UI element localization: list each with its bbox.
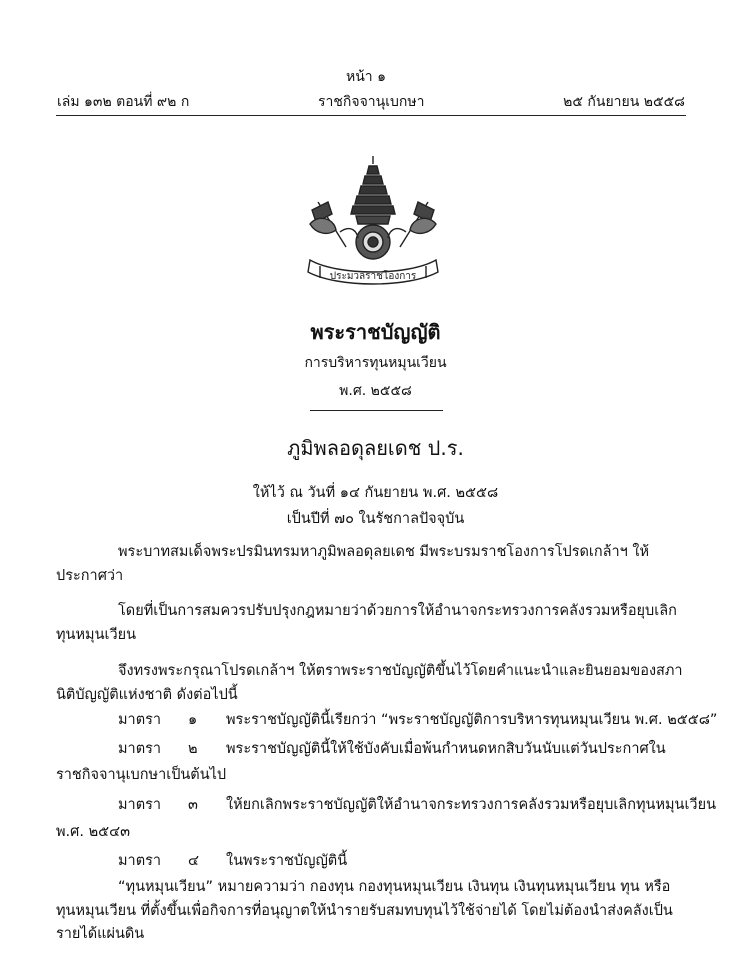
section-4 (118, 849, 347, 872)
gazette-name: ราชกิจจานุเบกษา (318, 94, 425, 110)
reign-year: เป็นปีที่ ๗๐ ในรัชกาลปัจจุบัน (286, 511, 465, 527)
section-number: ๔ (188, 853, 199, 869)
header-divider (56, 115, 686, 116)
section-label: มาตรา (118, 741, 162, 757)
section-text: พระราชบัญญัตินี้เรียกว่า “พระราชบัญญัติการบริหารทุนหมุนเวียน พ.ศ. ๒๕๕๘” (226, 712, 718, 728)
act-year: พ.ศ. ๒๕๕๘ (339, 383, 412, 399)
preamble-text: พระบาทสมเด็จพระปรมินทรมหาภูมิพลอดุลยเดช มีพระบรมราชโองการโปรดเกล้าฯ ให้ประกาศว่า (56, 544, 650, 584)
section-1 (118, 708, 717, 731)
section-number: ๓ (188, 797, 198, 813)
section-label: มาตรา (118, 853, 162, 869)
section-label: มาตรา (118, 797, 162, 813)
reason-text: โดยที่เป็นการสมควรปรับปรุงกฎหมายว่าด้วยการให้อำนาจกระทรวงการคลังรวมหรือยุบเลิกทุนหมุนเวียน (56, 603, 677, 643)
royal-seal-emblem-icon (298, 152, 448, 290)
reason-paragraph (56, 600, 686, 647)
gazette-volume: เล่ม ๑๓๒ ตอนที่ ๙๒ ก (57, 94, 190, 110)
section-3 (118, 793, 716, 816)
section-text: ในพระราชบัญญัตินี้ (226, 853, 348, 869)
section-3-continuation: พ.ศ. ๒๕๔๓ (56, 824, 131, 840)
act-subtitle: การบริหารทุนหมุนเวียน (304, 355, 447, 371)
section-2-continuation: ราชกิจจานุเบกษาเป็นต้นไป (56, 767, 227, 783)
emblem-ribbon-text: ประมวลราชโองการ (329, 271, 417, 282)
enactment-paragraph (56, 660, 686, 707)
king-name: ภูมิพลอดุลยเดช ป.ร. (287, 436, 464, 460)
section-text: พระราชบัญญัตินี้ให้ใช้บังคับเมื่อพ้นกำหนดหกสิบวันนับแต่วันประกาศใน (226, 741, 666, 757)
given-date: ให้ไว้ ณ วันที่ ๑๔ กันยายน พ.ศ. ๒๕๕๘ (252, 485, 499, 501)
preamble-paragraph (56, 541, 686, 588)
section-number: ๒ (188, 741, 198, 757)
page-number: หน้า ๑ (346, 69, 386, 85)
section-number: ๑ (188, 712, 198, 728)
section-label: มาตรา (118, 712, 162, 728)
enactment-text: จึงทรงพระกรุณาโปรดเกล้าฯ ให้ตราพระราชบัญญัติขึ้นไว้โดยคำแนะนำและยินยอมของสภานิติบัญญัติแห่งชาติ ดังต่อไปนี้ (56, 663, 683, 703)
title-divider (310, 410, 443, 411)
definition-text: “ทุนหมุนเวียน” หมายความว่า กองทุน กองทุนหมุนเวียน เงินทุน เงินทุนหมุนเวียน ทุน หรือทุนหมุนเวียน ที่ตั้งขึ้นเพื่อกิจการที่อนุญาตให้นำรายรับสมทบทุนไว้ใช้จ่ายได้ โดยไม่ต้องนำส่งคลังเป็นรายได้แผ่นดิน (56, 879, 673, 942)
definition-paragraph (56, 876, 686, 947)
section-text: ให้ยกเลิกพระราชบัญญัติให้อำนาจกระทรวงการคลังรวมหรือยุบเลิกทุนหมุนเวียน (226, 797, 716, 813)
section-2 (118, 737, 666, 760)
act-title: พระราชบัญญัติ (310, 320, 441, 344)
gazette-date: ๒๕ กันยายน ๒๕๕๘ (563, 94, 685, 110)
